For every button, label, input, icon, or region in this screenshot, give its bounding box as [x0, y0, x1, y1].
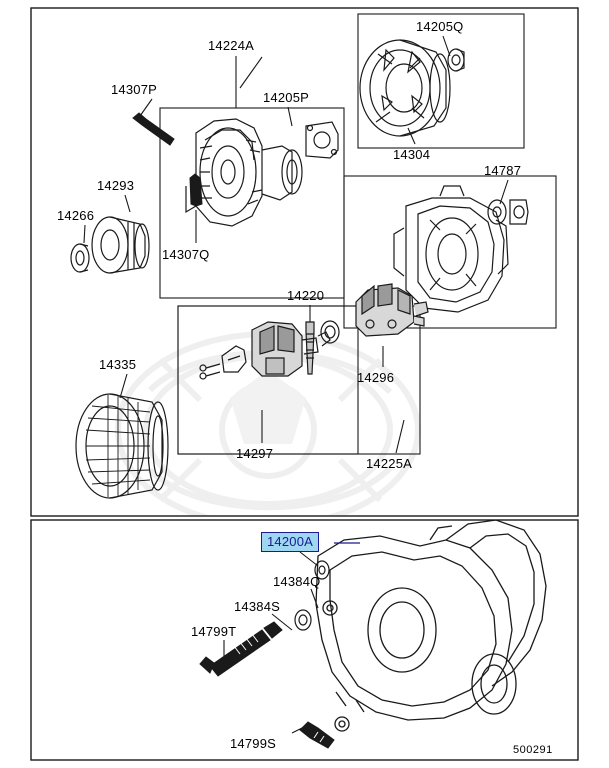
- label-14297[interactable]: 14297: [236, 446, 274, 461]
- label-14384Q[interactable]: 14384Q: [273, 574, 321, 589]
- part-14225A: [394, 186, 508, 312]
- part-14266: [71, 244, 89, 272]
- part-engine-bracket: [316, 520, 546, 731]
- label-14205P[interactable]: 14205P: [263, 90, 310, 105]
- label-14293[interactable]: 14293: [97, 178, 135, 193]
- part-14787: [488, 200, 528, 224]
- part-14205P: [306, 122, 338, 158]
- leader-lines: [84, 36, 508, 733]
- label-14799T[interactable]: 14799T: [191, 624, 237, 639]
- part-14384S: [295, 610, 311, 630]
- label-14200A-highlighted[interactable]: 14200A: [261, 532, 319, 552]
- part-14293: [92, 217, 149, 273]
- outer-frames: [31, 8, 578, 760]
- part-14205Q: [448, 49, 464, 71]
- part-14224A: [186, 119, 302, 226]
- label-14307P[interactable]: 14307P: [111, 82, 158, 97]
- label-14384S[interactable]: 14384S: [234, 599, 281, 614]
- part-14307P: [133, 113, 174, 145]
- label-14787[interactable]: 14787: [484, 163, 522, 178]
- part-14304: [360, 40, 450, 136]
- label-14266[interactable]: 14266: [57, 208, 95, 223]
- figure-code: 500291: [513, 744, 553, 756]
- label-14304[interactable]: 14304: [393, 147, 431, 162]
- label-14296[interactable]: 14296: [357, 370, 395, 385]
- part-14799S: [300, 722, 334, 748]
- label-14335[interactable]: 14335: [99, 357, 137, 372]
- sub-assembly-frames: [160, 14, 556, 454]
- label-14799S[interactable]: 14799S: [230, 736, 277, 751]
- label-14205Q[interactable]: 14205Q: [416, 19, 464, 34]
- label-14225A[interactable]: 14225A: [366, 456, 413, 471]
- label-14220[interactable]: 14220: [287, 288, 325, 303]
- label-14307Q[interactable]: 14307Q: [162, 247, 210, 262]
- label-14224A[interactable]: 14224A: [208, 38, 255, 53]
- part-14307Q: [190, 174, 202, 206]
